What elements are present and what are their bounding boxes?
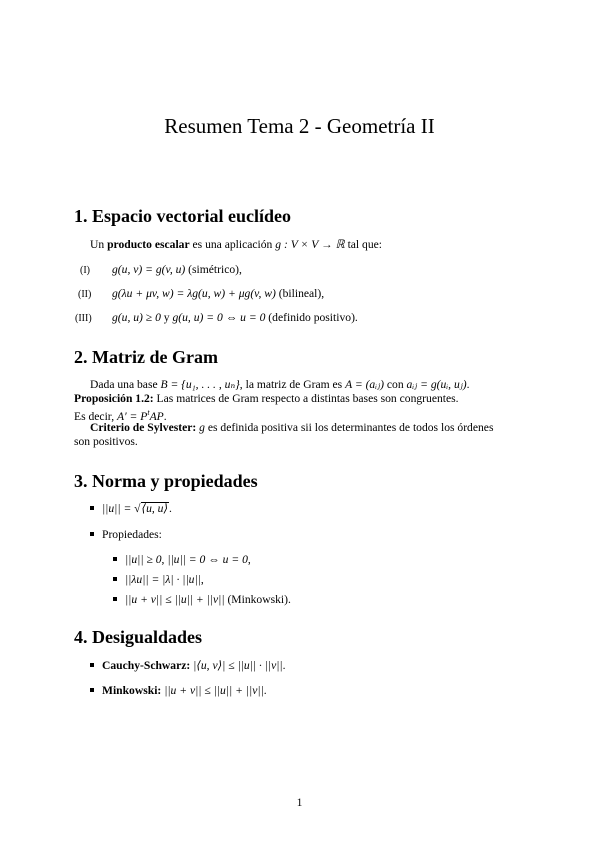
text: con: [384, 378, 407, 391]
list-item: [80, 263, 242, 278]
bullet-icon: [113, 577, 117, 581]
math-expression: ||u + v|| ≤ ||u|| + ||v||: [125, 593, 225, 606]
math-expression: |⟨u, v⟩| ≤ ||u|| · ||v||: [193, 659, 283, 672]
criterion-label: Criterio de Sylvester:: [90, 421, 197, 434]
list-item: [113, 573, 204, 587]
sylvester-criterion-cont: son positivos.: [74, 435, 138, 448]
list-item: [90, 502, 172, 516]
bullet-icon: [113, 557, 117, 561]
item-note: (bilineal),: [275, 287, 325, 300]
inequality-label: Minkowski:: [102, 684, 162, 697]
text: es una aplicación: [189, 238, 276, 251]
math-expression: ||u + v|| ≤ ||u|| + ||v||: [164, 684, 264, 697]
document-title: Resumen Tema 2 - Geometría II: [164, 114, 435, 138]
math-expression: g: [199, 421, 205, 434]
math-superscript: t: [147, 408, 150, 417]
text: .: [282, 659, 286, 672]
math-expression: g : V × V → ℝ: [275, 238, 345, 251]
list-item: [90, 528, 162, 542]
sylvester-criterion: [90, 421, 493, 435]
text: .: [163, 409, 167, 423]
text: Dada una base: [90, 378, 161, 391]
math-expression: ||u|| = 0 ⇔ u = 0: [167, 553, 248, 566]
math-expression: g(u, v) = g(v, u): [112, 263, 186, 276]
page-number: 1: [296, 796, 303, 809]
section-heading-3: 3. Norma y propiedades: [74, 471, 258, 491]
text: tal que:: [344, 238, 383, 251]
math-expression: A = (aᵢⱼ): [345, 378, 384, 391]
text: .: [466, 378, 470, 391]
list-item: [75, 311, 358, 326]
list-item: [90, 684, 267, 698]
term-bold: producto escalar: [107, 238, 190, 251]
math-expression: ||u|| =: [102, 502, 135, 515]
text: ,: [247, 553, 251, 566]
item-label: (I): [80, 265, 90, 276]
text: (Minkowski).: [224, 593, 291, 606]
text: .: [263, 684, 267, 697]
text: ,: [161, 553, 168, 566]
item-label: (II): [78, 289, 92, 300]
text: Un: [90, 238, 108, 251]
section-heading-1: 1. Espacio vectorial euclídeo: [74, 206, 291, 226]
proposition-statement: [74, 392, 459, 406]
item-note: (definido positivo).: [265, 311, 358, 324]
text: , la matriz de Gram es: [239, 378, 346, 391]
item-label: (III): [75, 313, 92, 324]
text: ,: [200, 573, 204, 586]
list-item: [90, 659, 286, 673]
list-item: [113, 593, 291, 607]
section-heading-2: 2. Matriz de Gram: [74, 347, 218, 367]
text: y: [160, 311, 173, 324]
math-expression: AP: [149, 409, 164, 423]
list-item: [78, 287, 324, 302]
text: Es decir,: [74, 409, 117, 423]
inequality-label: Cauchy-Schwarz:: [102, 659, 191, 672]
text: Las matrices de Gram respecto a distintas bases son congruentes.: [153, 392, 459, 405]
math-radicand: ⟨u, u⟩: [141, 502, 168, 515]
sqrt-icon: √: [134, 502, 141, 515]
math-expression: g(λu + μv, w) = λg(u, w) + μg(v, w): [112, 287, 276, 300]
scalar-product-intro: [90, 238, 382, 252]
bullet-icon: [90, 506, 94, 510]
text: .: [168, 502, 172, 515]
text: Propiedades:: [102, 528, 162, 541]
proposition-label: Proposición 1.2:: [74, 392, 154, 405]
bullet-icon: [90, 532, 94, 536]
math-expression: g(u, u) = 0 ⇔ u = 0: [172, 311, 266, 324]
math-expression: B = {u₁, . . . , uₙ}: [160, 378, 240, 391]
bullet-icon: [90, 663, 94, 667]
math-expression: ||λu|| = |λ| · ||u||: [125, 573, 201, 586]
math-expression: A′ = P: [117, 409, 148, 423]
math-expression: g(u, u) ≥ 0: [112, 311, 161, 324]
text: es definida positiva sii los determinantes de todos los órdenes: [204, 421, 494, 434]
bullet-icon: [113, 597, 117, 601]
item-note: (simétrico),: [185, 263, 242, 276]
bullet-icon: [90, 688, 94, 692]
list-item: [113, 553, 251, 567]
math-expression: aᵢⱼ = g(uᵢ, uⱼ): [406, 378, 467, 391]
section-heading-4: 4. Desigualdades: [74, 627, 203, 647]
gram-matrix-definition: [90, 378, 470, 392]
math-expression: ||u|| ≥ 0: [125, 553, 162, 566]
